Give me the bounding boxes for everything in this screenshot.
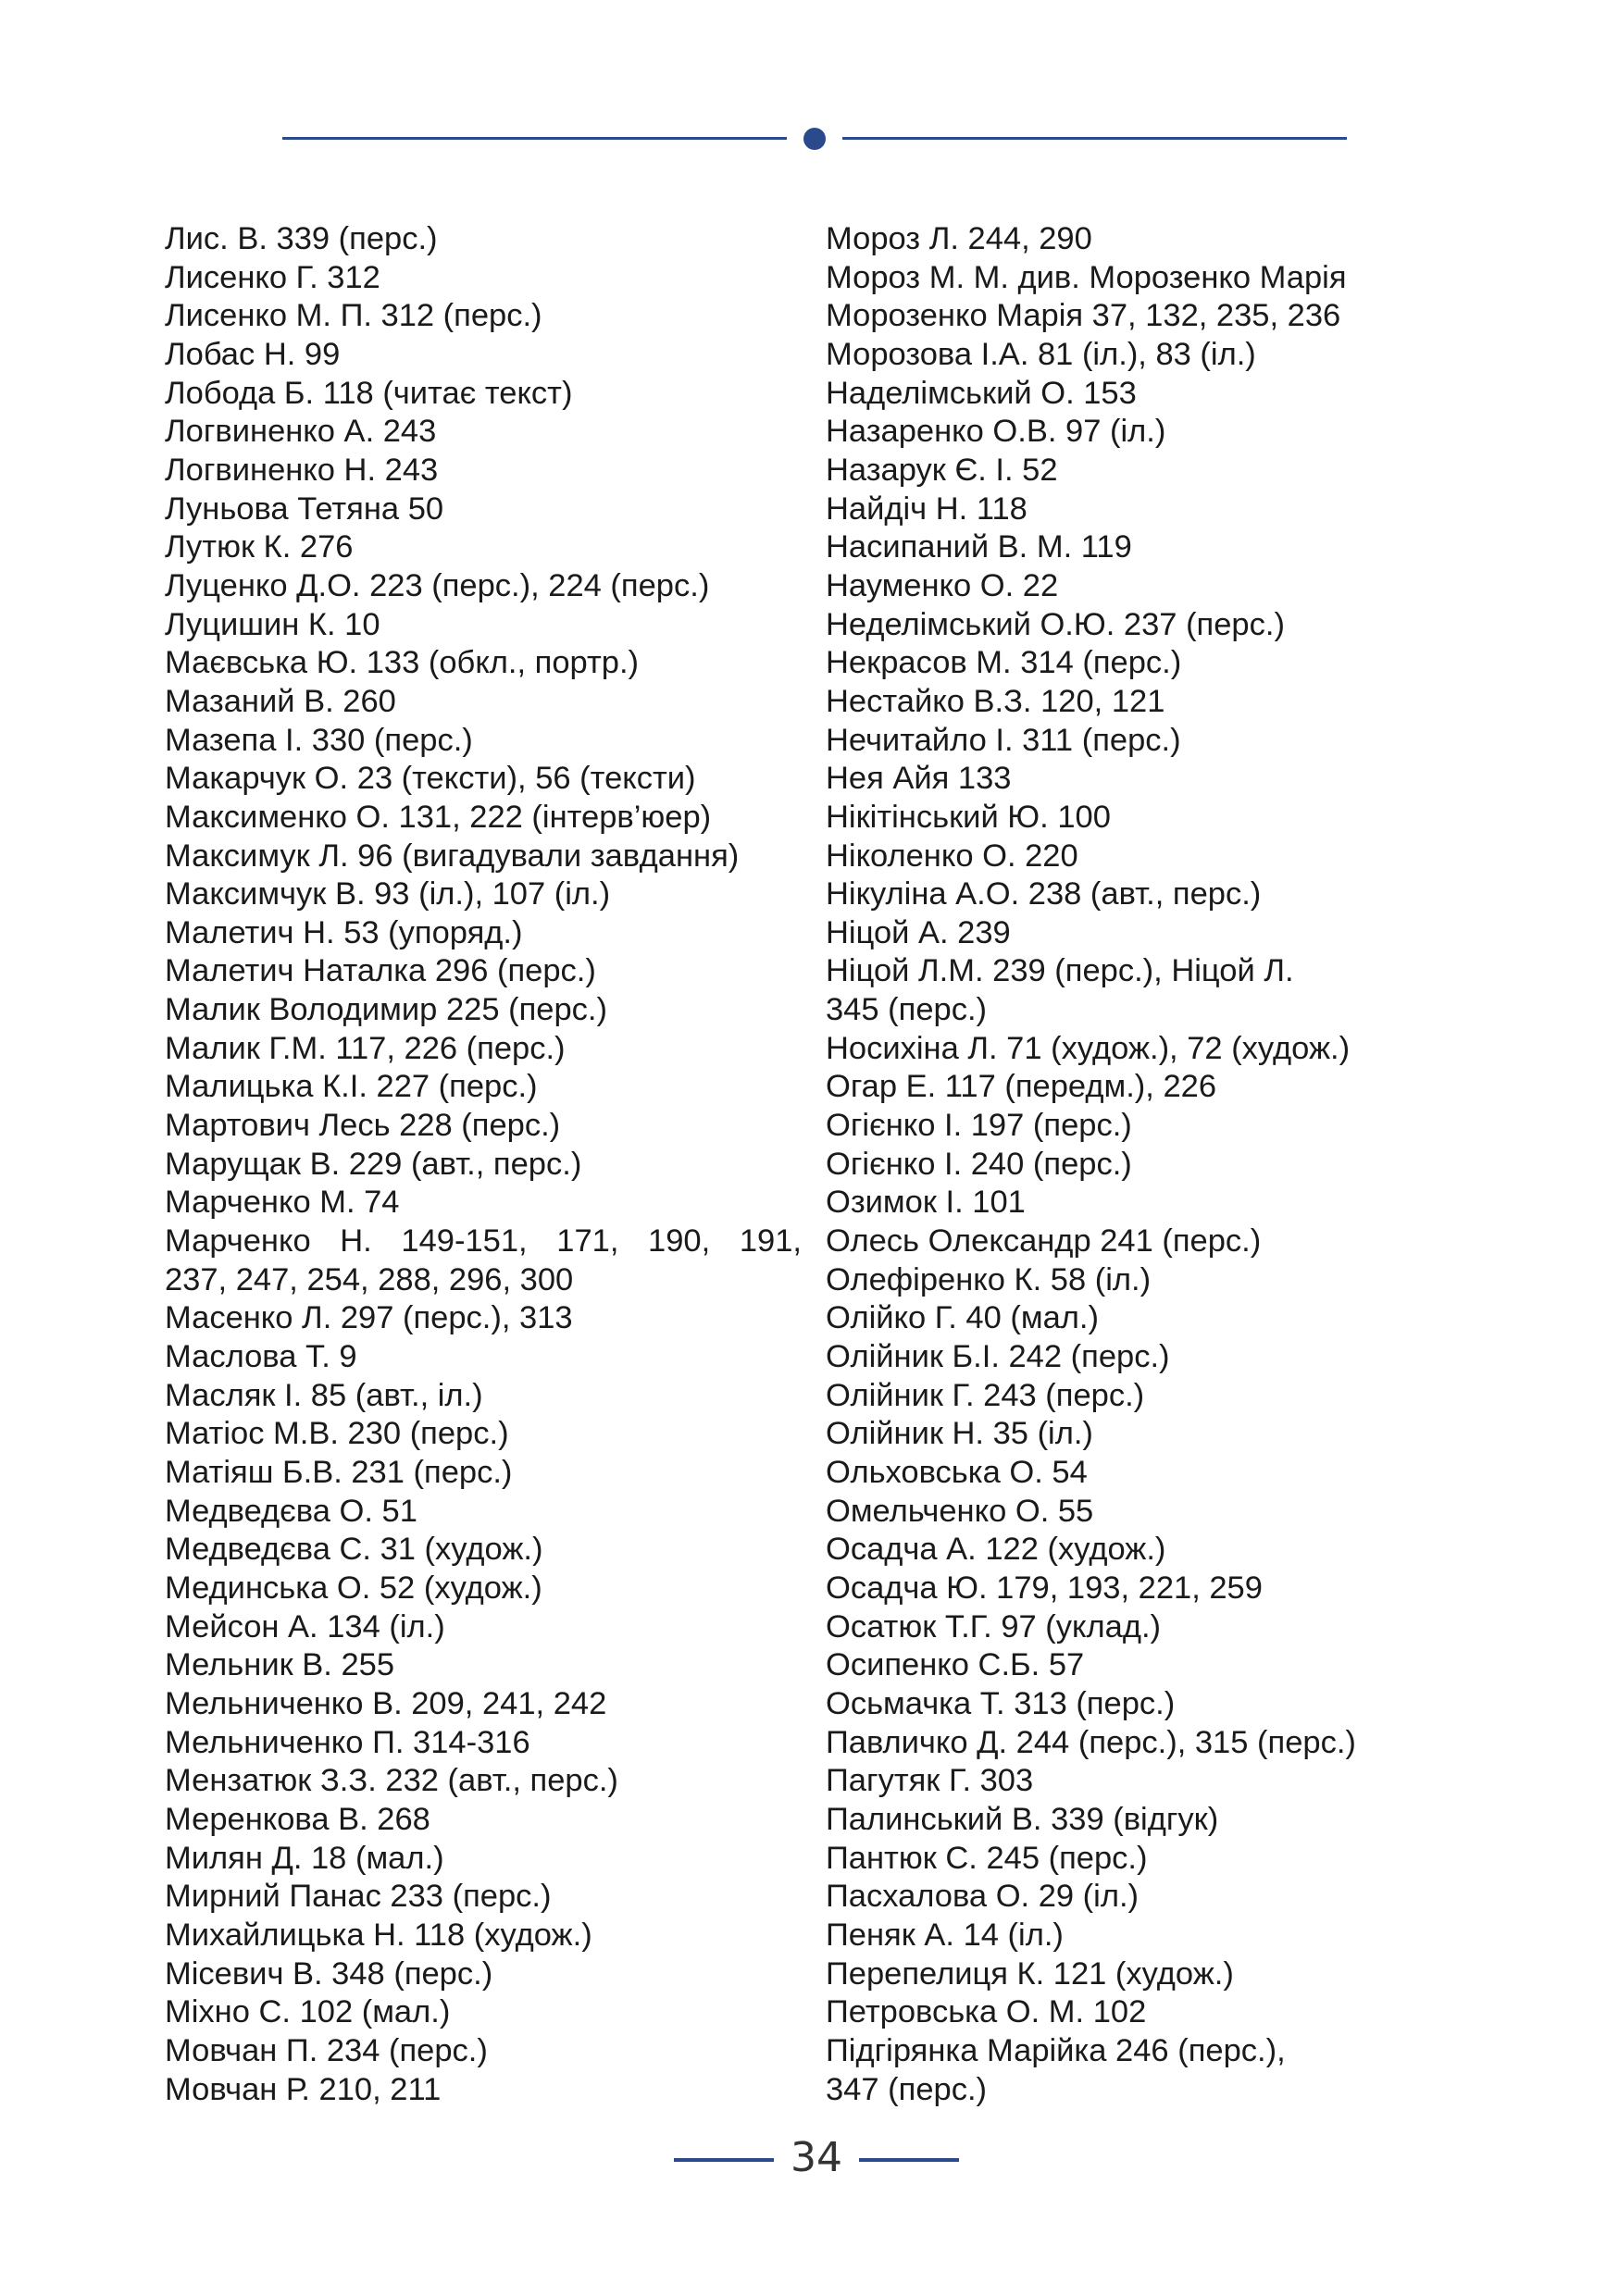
- index-entry: Носихіна Л. 71 (худож.), 72 (худож.): [826, 1030, 1351, 1066]
- index-entry: Науменко О. 22: [826, 567, 1059, 603]
- index-entry: Малетич Наталка 296 (перс.): [165, 953, 596, 989]
- index-entry: Максименко О. 131, 222 (інтерв’юер): [165, 799, 712, 835]
- index-entry: Мороз Л. 244, 290: [826, 221, 1092, 256]
- index-entry: Огар Е. 117 (передм.), 226: [826, 1069, 1217, 1105]
- index-entry: Олійник Г. 243 (перс.): [826, 1377, 1145, 1413]
- index-entry: Назаренко О.В. 97 (іл.): [826, 414, 1166, 450]
- index-entry: Місевич В. 348 (перс.): [165, 1955, 493, 1992]
- index-entry: Найдіч Н. 118: [826, 490, 1027, 527]
- page-number: 34: [791, 2134, 842, 2181]
- index-entry: Мейсон А. 134 (іл.): [165, 1608, 445, 1644]
- index-entry: Огієнко І. 197 (перс.): [826, 1108, 1132, 1144]
- index-entry: Мединська О. 52 (худож.): [165, 1570, 542, 1606]
- page-footer: [674, 2132, 952, 2188]
- index-entry: Марущак В. 229 (авт., перс.): [165, 1146, 582, 1182]
- index-entry: Осьмачка Т. 313 (перс.): [826, 1685, 1176, 1721]
- index-entry: Милян Д. 18 (мал.): [165, 1840, 444, 1876]
- index-entry: Олійник Н. 35 (іл.): [826, 1416, 1093, 1452]
- index-entry: 347 (перс.): [826, 2071, 988, 2107]
- index-entry: Олійко Г. 40 (мал.): [826, 1300, 1099, 1336]
- index-entry: Ніколенко О. 220: [826, 838, 1078, 874]
- header-rule-right: [842, 137, 1347, 140]
- index-entry: Підгірянка Марійка 246 (перс.),: [826, 2032, 1286, 2068]
- index-entry: Нечитайло І. 311 (перс.): [826, 722, 1181, 758]
- index-entry: Морозенко Марія 37, 132, 235, 236: [826, 298, 1341, 334]
- index-entry: Міхно С. 102 (мал.): [165, 1994, 451, 2030]
- index-entry: Павличко Д. 244 (перс.), 315 (перс.): [826, 1724, 1356, 1760]
- index-entry: Озимок І. 101: [826, 1185, 1026, 1221]
- index-entry: Наделімський О. 153: [826, 375, 1137, 411]
- index-entry: Олефіренко К. 58 (іл.): [826, 1261, 1152, 1297]
- index-entry: Мороз М. М. див. Морозенко Марія: [826, 259, 1347, 295]
- index-entry: Малик Г.М. 117, 226 (перс.): [165, 1030, 566, 1066]
- index-entry: 345 (перс.): [826, 992, 988, 1028]
- index-entry: Логвиненко А. 243: [165, 414, 437, 450]
- index-entry: Неделімський О.Ю. 237 (перс.): [826, 606, 1285, 642]
- index-entry: Нестайко В.З. 120, 121: [826, 683, 1165, 719]
- index-entry: Луценко Д.О. 223 (перс.), 224 (перс.): [165, 567, 710, 603]
- index-entry: Луньова Тетяна 50: [165, 490, 444, 527]
- header-ornament: [282, 126, 1347, 152]
- index-entry: Осипенко С.Б. 57: [826, 1647, 1085, 1683]
- index-entry: Мартович Лесь 228 (перс.): [165, 1108, 561, 1144]
- index-entry: Михайлицька Н. 118 (худож.): [165, 1917, 592, 1953]
- index-entry: Максимчук В. 93 (іл.), 107 (іл.): [165, 876, 611, 912]
- index-entry: Палинський В. 339 (відгук): [826, 1801, 1219, 1837]
- index-entry: Мовчан П. 234 (перс.): [165, 2032, 488, 2068]
- index-entry: Олійник Б.І. 242 (перс.): [826, 1339, 1170, 1375]
- index-entry: Нея Айя 133: [826, 761, 1012, 797]
- index-entry: Пеняк А. 14 (іл.): [826, 1917, 1064, 1953]
- index-entry: Матіос М.В. 230 (перс.): [165, 1416, 509, 1452]
- header-rule-left: [282, 137, 787, 140]
- index-entry: Нікітінський Ю. 100: [826, 799, 1111, 835]
- index-entry: Макарчук О. 23 (тексти), 56 (тексти): [165, 761, 696, 797]
- index-entry: Нікуліна А.О. 238 (авт., перс.): [826, 876, 1262, 912]
- index-column-left: [165, 220, 813, 2109]
- index-entry: Огієнко І. 240 (перс.): [826, 1146, 1132, 1182]
- footer-rule-left: [674, 2158, 774, 2162]
- index-entry: Луцишин К. 10: [165, 606, 380, 642]
- index-entry: Осадча Ю. 179, 193, 221, 259: [826, 1570, 1263, 1606]
- index-entry: Мазаний В. 260: [165, 683, 396, 719]
- index-entry: Мельниченко П. 314-316: [165, 1724, 530, 1760]
- index-entry: Лобас Н. 99: [165, 336, 341, 372]
- index-entry: Ніцой А. 239: [826, 914, 1011, 950]
- index-entry: Маєвська Ю. 133 (обкл., портр.): [165, 645, 640, 681]
- index-entry: Омельченко О. 55: [826, 1493, 1094, 1529]
- index-entry: Мирний Панас 233 (перс.): [165, 1879, 552, 1915]
- index-column-right: [826, 220, 1474, 2109]
- index-entry: Ольховська О. 54: [826, 1455, 1088, 1490]
- index-entry: Пантюк С. 245 (перс.): [826, 1840, 1148, 1876]
- index-entry: Меренкова В. 268: [165, 1801, 430, 1837]
- index-entry: Лис. В. 339 (перс.): [165, 221, 438, 256]
- index-entry: Лисенко М. П. 312 (перс.): [165, 298, 542, 334]
- index-entry: Мельник В. 255: [165, 1647, 395, 1683]
- index-entry: Осадча А. 122 (худож.): [826, 1532, 1166, 1568]
- index-entry: 237, 247, 254, 288, 296, 300: [165, 1261, 574, 1297]
- index-entry: Некрасов М. 314 (перс.): [826, 645, 1182, 681]
- index-entry: Малицька К.І. 227 (перс.): [165, 1069, 538, 1105]
- footer-rule-right: [859, 2158, 959, 2162]
- index-entry: Марченко М. 74: [165, 1185, 400, 1221]
- index-entry: Лутюк К. 276: [165, 529, 354, 565]
- index-entry: Малетич Н. 53 (упоряд.): [165, 914, 523, 950]
- index-entry: Лисенко Г. 312: [165, 259, 380, 295]
- index-entry: Назарук Є. І. 52: [826, 452, 1058, 488]
- index-entry: Перепелиця К. 121 (худож.): [826, 1955, 1234, 1992]
- header-dot: [803, 128, 826, 150]
- index-entry: Марченко Н. 149-151, 171, 190, 191,: [165, 1223, 802, 1260]
- index-entry: Лобода Б. 118 (читає текст): [165, 375, 573, 411]
- index-entry: Маслова Т. 9: [165, 1339, 357, 1375]
- index-entry: Пасхалова О. 29 (іл.): [826, 1879, 1140, 1915]
- index-entry: Морозова І.А. 81 (іл.), 83 (іл.): [826, 336, 1256, 372]
- index-entry: Масенко Л. 297 (перс.), 313: [165, 1300, 573, 1336]
- index-entry: Матіяш Б.В. 231 (перс.): [165, 1455, 513, 1490]
- index-entry: Масляк І. 85 (авт., іл.): [165, 1377, 483, 1413]
- index-entry: Ніцой Л.М. 239 (перс.), Ніцой Л.: [826, 953, 1294, 989]
- index-entry: Медведєва С. 31 (худож.): [165, 1532, 543, 1568]
- index-entry: Максимук Л. 96 (вигадували завдання): [165, 838, 740, 874]
- index-entry: Петровська О. М. 102: [826, 1994, 1147, 2030]
- index-entry: Мельниченко В. 209, 241, 242: [165, 1685, 607, 1721]
- index-entry: Пагутяк Г. 303: [826, 1763, 1034, 1799]
- index-entry: Насипаний В. М. 119: [826, 529, 1132, 565]
- index-entry: Малик Володимир 225 (перс.): [165, 992, 607, 1028]
- index-entry: Медведєва О. 51: [165, 1493, 417, 1529]
- index-entry: Мензатюк З.З. 232 (авт., перс.): [165, 1763, 618, 1799]
- index-entry: Мовчан Р. 210, 211: [165, 2071, 442, 2107]
- index-entry: Осатюк Т.Г. 97 (уклад.): [826, 1608, 1162, 1644]
- index-entry: Мазепа І. 330 (перс.): [165, 722, 473, 758]
- index-entry: Олесь Олександр 241 (перс.): [826, 1223, 1262, 1260]
- index-entry: Логвиненко Н. 243: [165, 452, 439, 488]
